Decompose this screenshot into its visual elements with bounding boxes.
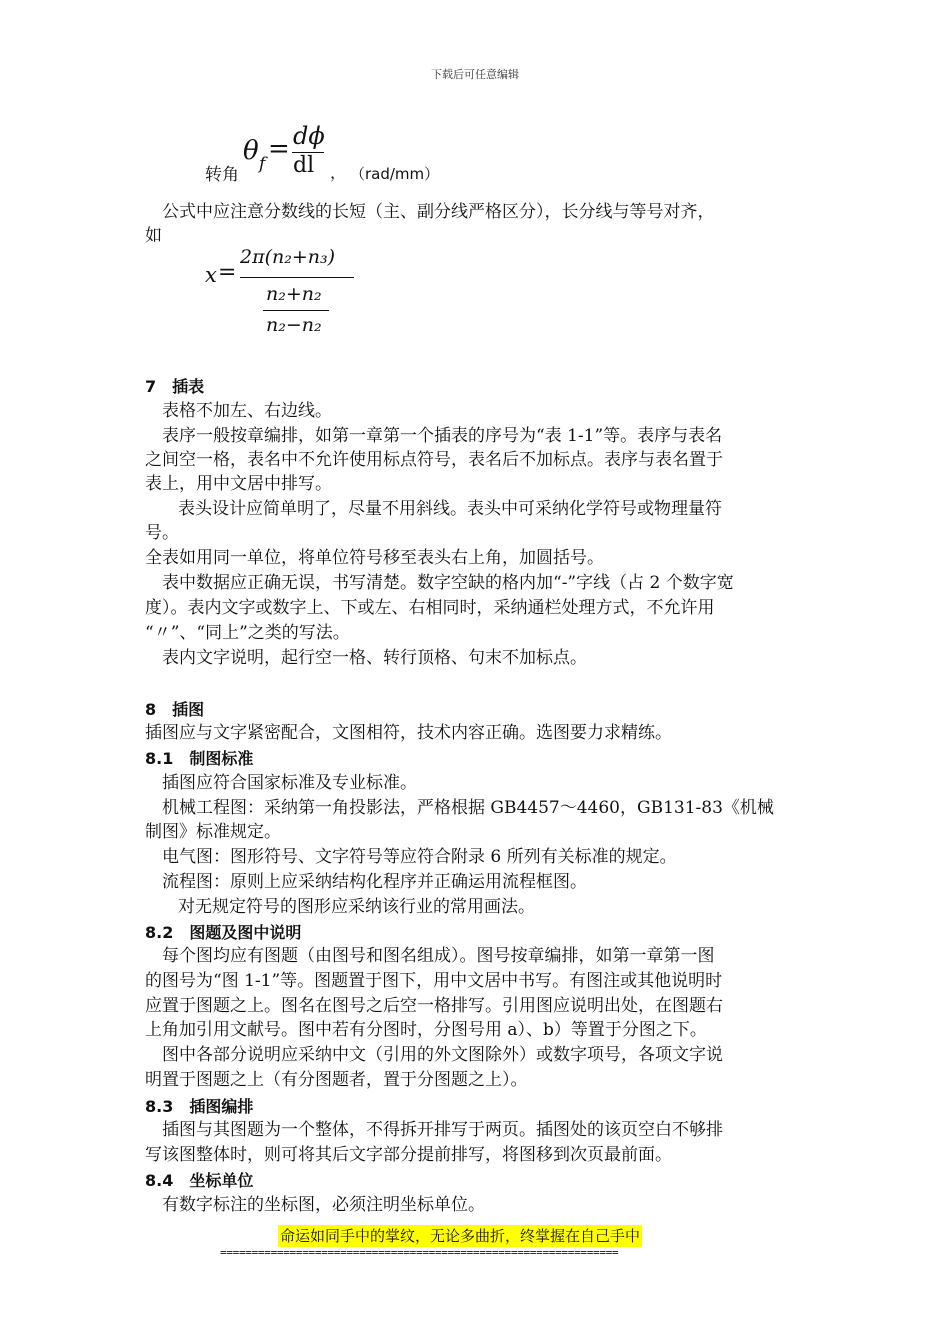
section-8-2-line: 应置于图题之上。图名在图号之后空一格排写。引用图应说明出处，在图题右 [145, 996, 723, 1016]
section-8-1-line: 电气图：图形符号、文字符号等应符合附录 6 所列有关标准的规定。 [162, 847, 677, 867]
section-8-3-line: 插图与其图题为一个整体，不得拆开排写于两页。插图处的该页空白不够排 [162, 1120, 723, 1140]
formula-note-line1: 公式中应注意分数线的长短（主、副分线严格区分），长分线与等号对齐， [162, 202, 715, 222]
formula-numerator: dϕ [293, 122, 325, 150]
formula2-mid: n₂+n₂ [266, 283, 322, 305]
section-8-4-line: 有数字标注的坐标图，必须注明坐标单位。 [162, 1195, 485, 1215]
section-7-line: 全表如用同一单位，将单位符号移至表头右上角，加圆括号。 [145, 548, 604, 568]
section-8-4-title: 8.4 坐标单位 [145, 1171, 254, 1190]
section-8-1-line: 机械工程图：采纳第一角投影法，严格根据 GB4457～4460，GB131-83《机械 [162, 798, 774, 818]
formula2-lhs: x [205, 263, 217, 287]
formula-theta: θ [243, 136, 259, 166]
section-7-line: 度）。表内文字或数字上、下或左、右相同时，采纳通栏处理方式，不允许用 [145, 598, 715, 618]
formula2-sub-bar [263, 310, 329, 311]
section-7-line: 表内文字说明，起行空一格、转行顶格、句末不加标点。 [162, 648, 587, 668]
section-8-title: 8 插图 [145, 700, 205, 719]
page-header: 下载后可任意编辑 [431, 68, 519, 81]
formula-equals: = [268, 134, 290, 164]
section-8-2-title: 8.2 图题及图中说明 [145, 923, 302, 942]
formula2-main-bar [240, 277, 354, 278]
formula-denominator: dl [293, 153, 315, 178]
section-7-line: 之间空一格，表名中不允许使用标点符号，表名后不加标点。表序与表名置于 [145, 450, 723, 470]
section-8-2-line: 上角加引用文献号。图中若有分图时，分图号用 a）、b）等置于分图之下。 [145, 1020, 707, 1040]
section-8-2-line: 明置于图题之上（有分图题者，置于分图题之上）。 [145, 1070, 528, 1090]
section-8-2-line: 每个图均应有图题（由图号和图名组成）。图号按章编排，如第一章第一图 [162, 946, 715, 966]
formula2-bot: n₂−n₂ [266, 314, 322, 336]
formula-unit: （rad/mm） [350, 165, 440, 183]
footer-quote: 命运如同手中的掌纹，无论多曲折，终掌握在自己手中 [280, 1227, 641, 1245]
formula-comma: ， [330, 163, 347, 182]
section-8-3-title: 8.3 插图编排 [145, 1097, 254, 1116]
formula2-equals: = [218, 260, 237, 285]
section-8-1-title: 8.1 制图标准 [145, 749, 254, 768]
formula-label: 转角 [205, 165, 239, 185]
section-7-line: 表上，用中文居中排写。 [145, 474, 332, 494]
section-7-line: 号。 [145, 523, 179, 543]
section-8-2-line: 图中各部分说明应采纳中文（引用的外文图除外）或数字项号，各项文字说 [162, 1045, 723, 1065]
section-8-1-line: 制图》标准规定。 [145, 822, 281, 842]
section-8-1-line: 插图应符合国家标准及专业标准。 [162, 773, 417, 793]
formula-note-line2: 如 [145, 226, 162, 246]
section-8-1-line: 流程图：原则上应采纳结构化程序并正确运用流程框图。 [162, 872, 587, 892]
section-7-line: 表中数据应正确无误，书写清楚。数字空缺的格内加“-”字线（占 2 个数字宽 [162, 573, 734, 593]
footer-rule: =============================================================== [220, 1246, 619, 1259]
section-7-line: 表格不加左、右边线。 [162, 401, 332, 421]
section-8-3-line: 写该图整体时，则可将其后文字部分提前排写，将图移到次页最前面。 [145, 1145, 672, 1165]
section-7-title: 7 插表 [145, 377, 205, 396]
formula2-top: 2π(n₂+n₃) [240, 246, 336, 268]
section-7-line: “〃”、“同上”之类的写法。 [145, 623, 350, 643]
section-7-line: 表序一般按章编排，如第一章第一个插表的序号为“表 1-1”等。表序与表名 [162, 426, 723, 446]
formula-theta-sub: f [259, 154, 266, 174]
section-7-line: 表头设计应简单明了，尽量不用斜线。表头中可采纳化学符号或物理量符 [178, 499, 722, 519]
section-8-2-line: 的图号为“图 1-1”等。图题置于图下，用中文居中书写。有图注或其他说明时 [145, 971, 723, 991]
section-8-1-line: 对无规定符号的图形应采纳该行业的常用画法。 [178, 897, 535, 917]
section-8-intro: 插图应与文字紧密配合，文图相符，技术内容正确。选图要力求精练。 [145, 723, 672, 743]
